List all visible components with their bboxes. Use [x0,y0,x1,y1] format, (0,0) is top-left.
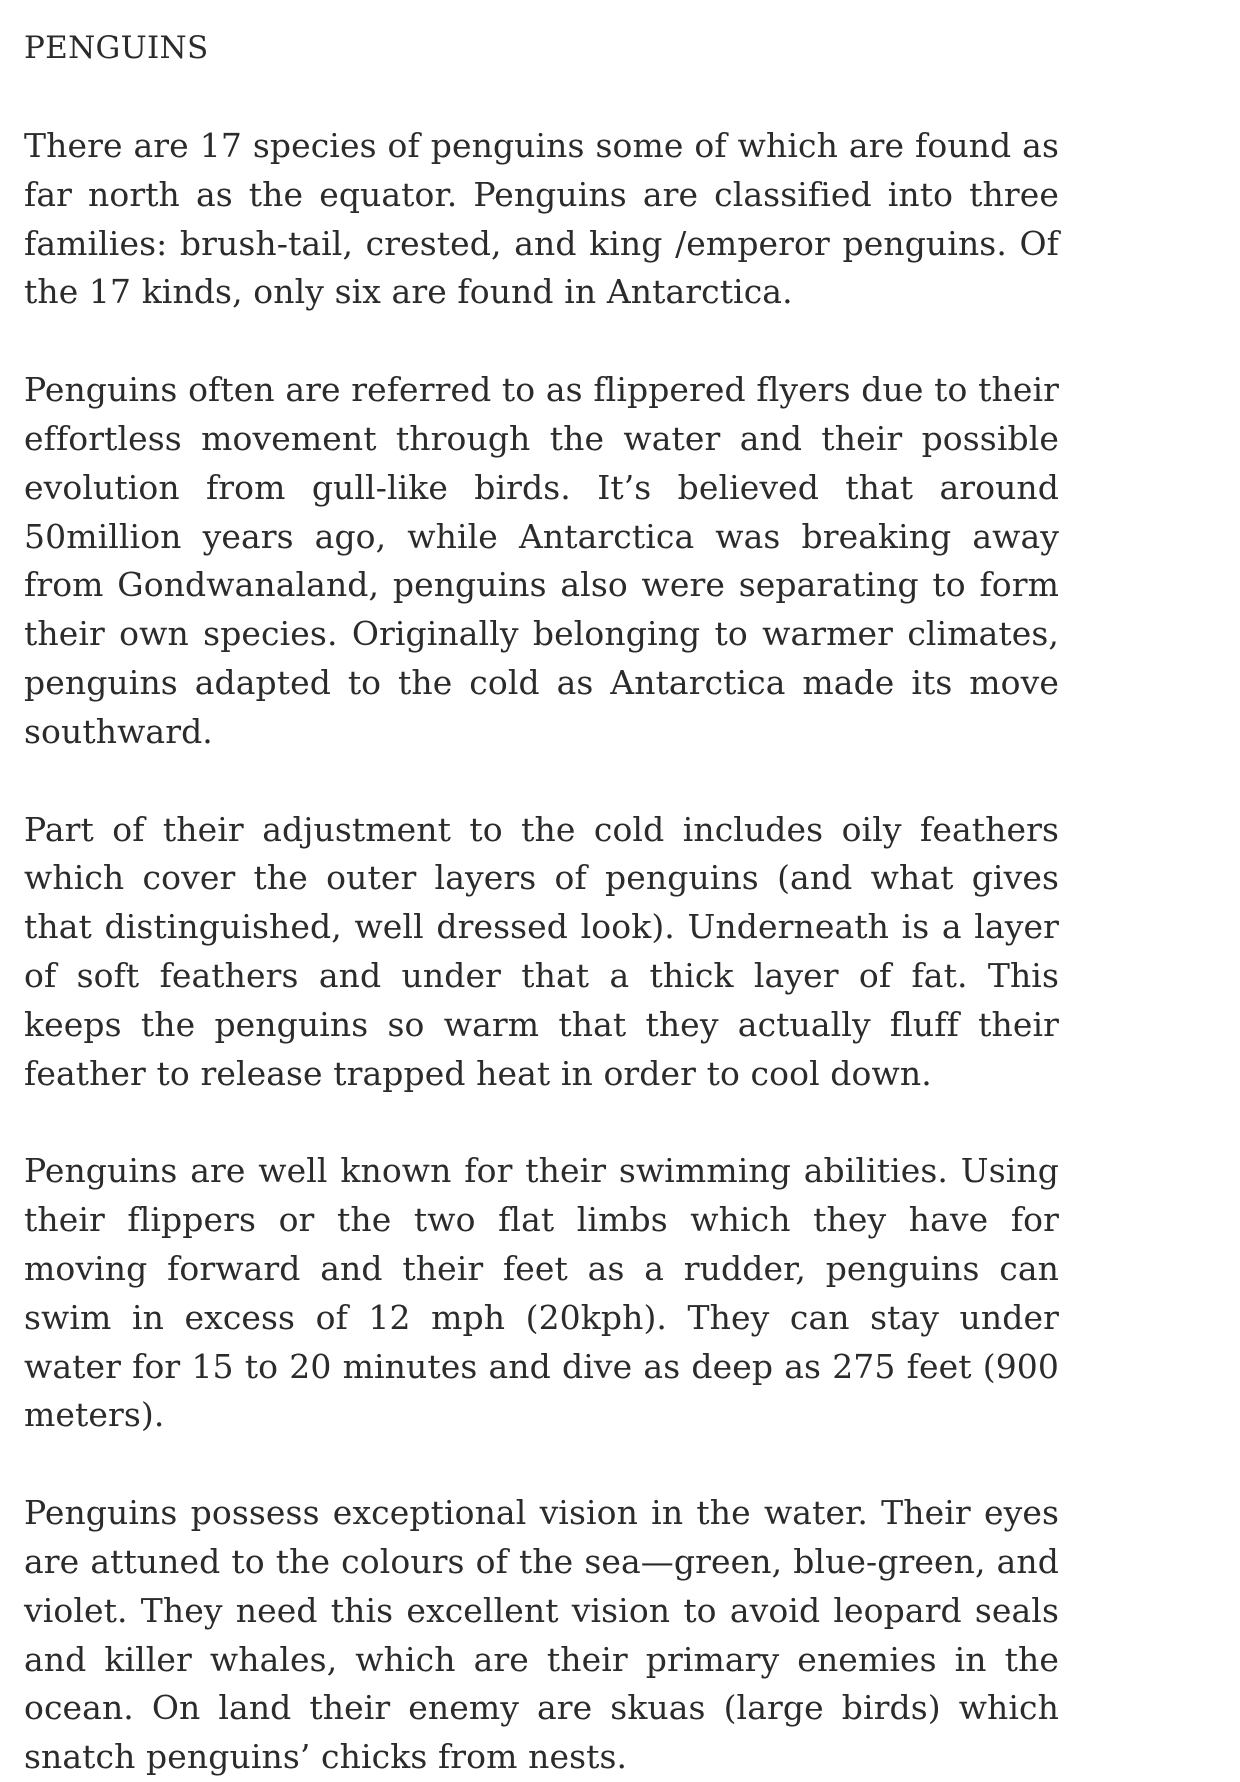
paragraph-vision: Penguins possess exceptional vision in the water. Their eyes are attuned to the colours of the sea—green, blue-green, and violet. They need this excellent vision to avoid leopard seals and killer whales, which are their primary enemies in the ocean. On land their enemy are skuas (large birds) which snatch penguins’ chicks from nests. [24,1493,1059,1777]
paragraph-cold-adaptation: Part of their adjustment to the cold includes oily feathers which cover the outer layers of penguins (and what gives that distinguished, well dressed look). Underneath is a layer of soft feathers and under that a thick layer of fat. This keeps the penguins so warm that they actually fluff their feather to release trapped heat in order to cool down. [24,809,1059,1093]
document-page [24,24,1059,1782]
paragraph-evolution: Penguins often are referred to as flippered flyers due to their effortless movement through the water and their possible evolution from gull-like birds. It’s believed that around 50million years ago, while Antarctica was breaking away from Gondwanaland, penguins also were separating to form their own species. Originally belonging to warmer climates, penguins adapted to the cold as Antarctica made its move southward. [24,370,1059,751]
paragraph-swimming: Penguins are well known for their swimming abilities. Using their flippers or the two flat limbs which they have for moving forward and their feet as a rudder, penguins can swim in excess of 12 mph (20kph). They can stay under water for 15 to 20 minutes and dive as deep as 275 feet (900 meters). [24,1151,1059,1435]
document-title: PENGUINS [24,30,209,66]
paragraph-species: There are 17 species of penguins some of which are found as far north as the equator. Penguins are classified into three families: brush-tail, crested, and king /emperor penguins. Of the 17 kinds, only six are found in Antarctica. [24,126,1059,312]
